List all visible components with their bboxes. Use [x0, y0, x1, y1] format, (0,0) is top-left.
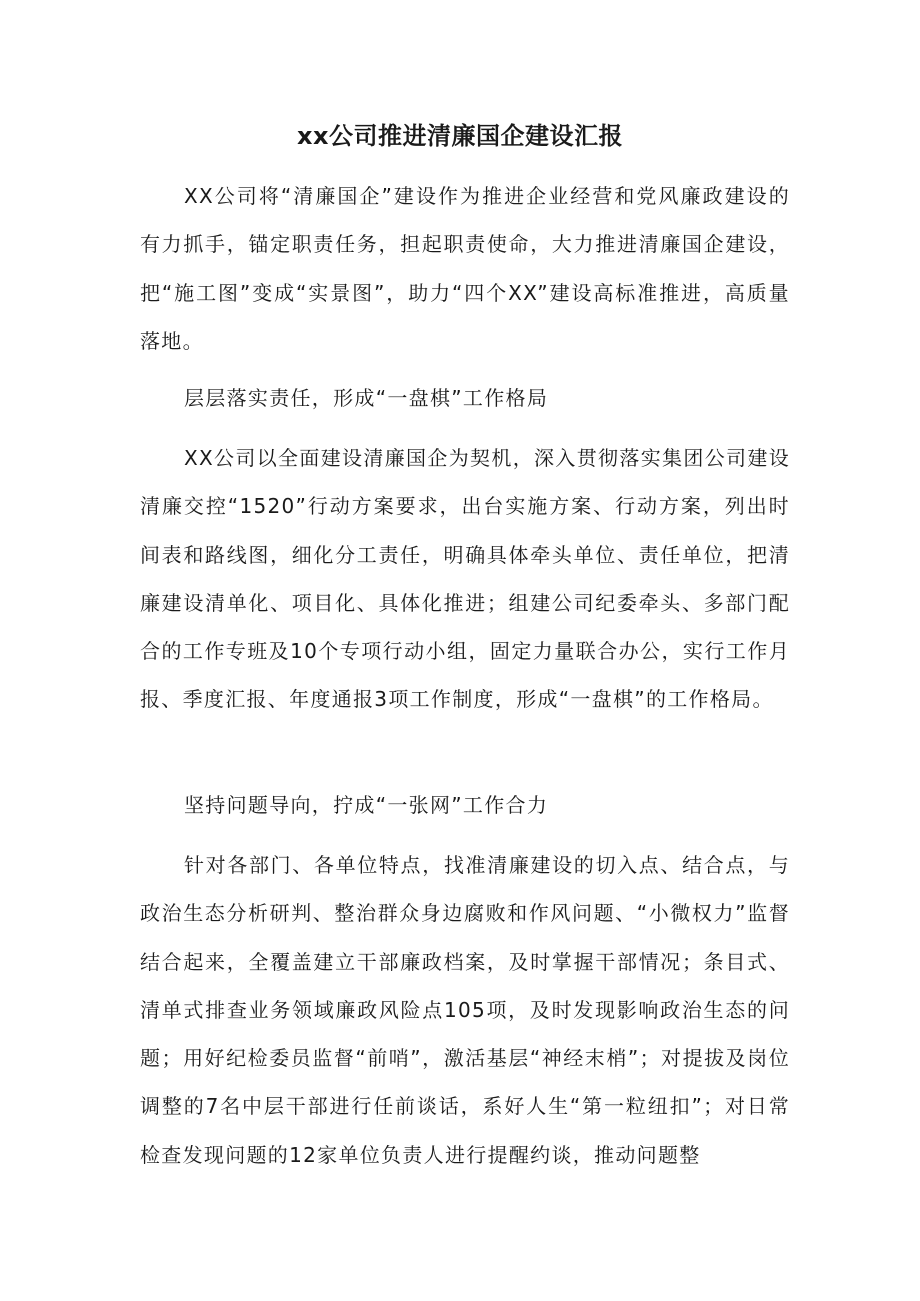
paragraph-intro: XX公司将“清廉国企”建设作为推进企业经营和党风廉政建设的有力抓手，锚定职责任务，担起职责使命，大力推进清廉国企建设，把“施工图”变成“实景图”，助力“四个XX”建设高标准推进，高质量落地。 — [140, 184, 790, 353]
document-title: xx公司推进清廉国企建设汇报 — [297, 122, 623, 150]
paragraph-problem-oriented: 针对各部门、各单位特点，找准清廉建设的切入点、结合点，与政治生态分析研判、整治群众身边腐败和作风问题、“小微权力”监督结合起来，全覆盖建立干部廉政档案，及时掌握干部情况；条目式、清单式排查业务领域廉政风险点105项，及时发现影响政治生态的问题；用好纪检委员监督“前哨”，激活基层“神经末梢”；对提拔及岗位调整的7名中层干部进行任前谈话，系好人生“第一粒纽扣”；对日常检查发现问题的12家单位负责人进行提醒约谈，推动问题整 — [140, 853, 790, 1167]
section-heading-problem-oriented: 坚持问题导向，拧成“一张网”工作合力 — [184, 793, 549, 817]
paragraph-responsibility: XX公司以全面建设清廉国企为契机，深入贯彻落实集团公司建设清廉交控“1520”行动方案要求，出台实施方案、行动方案，列出时间表和路线图，细化分工责任，明确具体牵头单位、责任单位，把清廉建设清单化、项目化、具体化推进；组建公司纪委牵头、多部门配合的工作专班及10个专项行动小组，固定力量联合办公，实行工作月报、季度汇报、年度通报3项工作制度，形成“一盘棋”的工作格局。 — [140, 446, 790, 712]
section-heading-responsibility: 层层落实责任，形成“一盘棋”工作格局 — [184, 386, 549, 410]
